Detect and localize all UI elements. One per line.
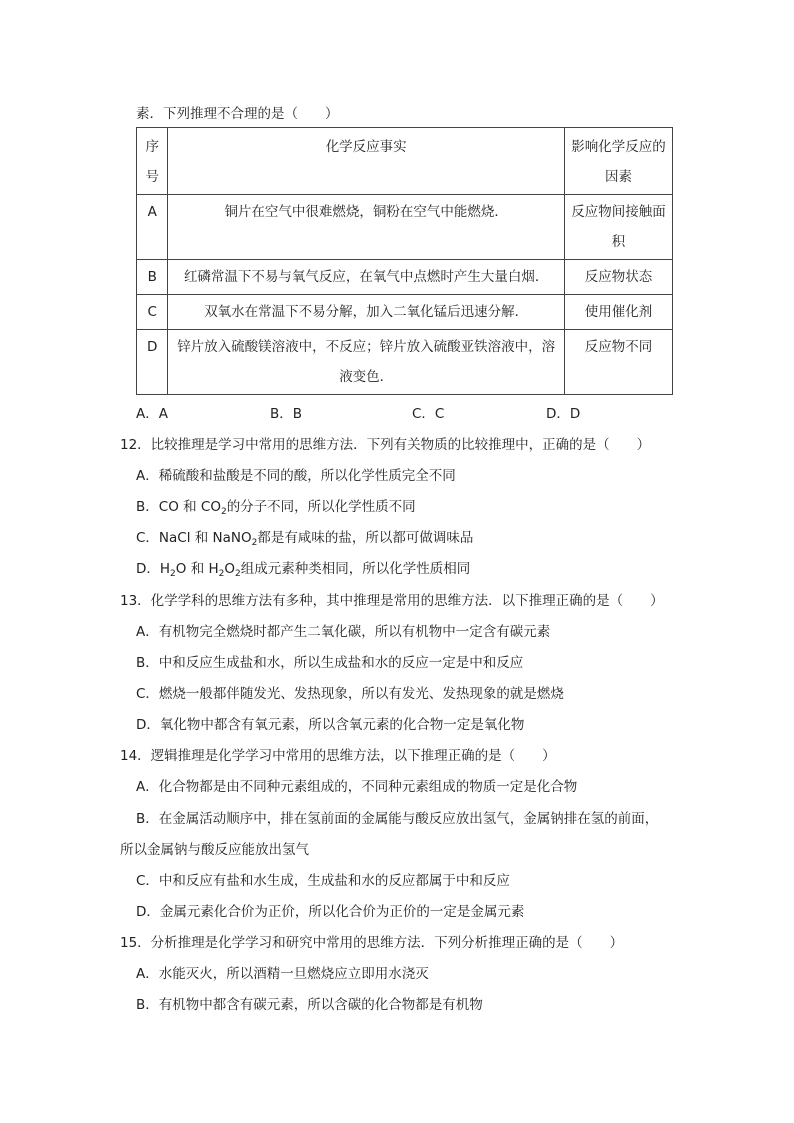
table-row xyxy=(137,195,673,260)
reaction-facts-table xyxy=(136,127,673,395)
question-14-option-a: A．化合物都是由不同种元素组成的，不同种元素组成的物质一定是化合物 xyxy=(136,779,578,795)
question-15-stem: 15．分析推理是化学学习和研究中常用的思维方法．下列分析推理正确的是（ ） xyxy=(120,935,624,951)
table-row xyxy=(137,295,673,330)
question-12-option-a: A．稀硫酸和盐酸是不同的酸，所以化学性质完全不同 xyxy=(136,468,456,484)
question-15-option-a: A．水能灭火，所以酒精一旦燃烧应立即用水浇灭 xyxy=(136,966,429,982)
question-14-stem: 14．逻辑推理是化学学习中常用的思维方法，以下推理正确的是（ ） xyxy=(120,748,556,764)
row-id: C xyxy=(137,295,168,330)
question-14-option-d: D．金属元素化合价为正价，所以化合价为正价的一定是金属元素 xyxy=(136,904,525,920)
row-fact: 双氧水在常温下不易分解，加入二氧化锰后迅速分解． xyxy=(168,295,564,330)
table-header-row xyxy=(137,128,673,195)
row-factor: 反应物间接触面积 xyxy=(564,195,672,260)
question-13-option-d: D．氧化物中都含有氧元素，所以含氧元素的化合物一定是氧化物 xyxy=(136,717,525,733)
row-factor: 反应物状态 xyxy=(564,260,672,295)
option-b: B．B xyxy=(270,406,303,422)
question-12-stem: 12．比较推理是学习中常用的思维方法．下列有关物质的比较推理中，正确的是（ ） xyxy=(120,437,651,453)
row-fact: 锌片放入硫酸镁溶液中，不反应；锌片放入硫酸亚铁溶液中，溶液变色． xyxy=(168,330,564,395)
question-15-option-b: B．有机物中都含有碳元素，所以含碳的化合物都是有机物 xyxy=(136,997,483,1013)
question-13-stem: 13．化学学科的思维方法有多种，其中推理是常用的思维方法．以下推理正确的是（ ） xyxy=(120,593,664,609)
option-a: A．A xyxy=(136,406,168,422)
header-fact: 化学反应事实 xyxy=(168,128,564,195)
row-factor: 反应物不同 xyxy=(564,330,672,395)
question-14-option-c: C．中和反应有盐和水生成，生成盐和水的反应都属于中和反应 xyxy=(136,873,510,889)
header-number: 序号 xyxy=(137,128,168,195)
question-13-option-c: C．燃烧一般都伴随发光、发热现象，所以有发光、发热现象的就是燃烧 xyxy=(136,686,564,702)
question-13-option-b: B．中和反应生成盐和水，所以生成盐和水的反应一定是中和反应 xyxy=(136,655,524,671)
question-14-option-b-line1: B．在金属活动顺序中，排在氢前面的金属能与酸反应放出氢气，金属钠排在氢的前面， xyxy=(136,811,659,827)
row-factor: 使用催化剂 xyxy=(564,295,672,330)
question-12-option-c: C．NaCl 和 NaNO$_2$都是有咸味的盐，所以都可做调味品 xyxy=(136,530,474,548)
question-12-option-d: D．$H_2O$ 和 $H_2O_2$组成元素种类相同，所以化学性质相同 xyxy=(136,561,471,579)
header-factor: 影响化学反应的因素 xyxy=(564,128,672,195)
question-12-option-b: B．CO 和 $CO_2$的分子不同，所以化学性质不同 xyxy=(136,499,416,517)
row-fact: 铜片在空气中很难燃烧，铜粉在空气中能燃烧． xyxy=(168,195,564,260)
row-id: A xyxy=(137,195,168,260)
option-c: C．C xyxy=(412,406,445,422)
row-fact: 红磷常温下不易与氧气反应，在氧气中点燃时产生大量白烟． xyxy=(168,260,564,295)
row-id: D xyxy=(137,330,168,395)
question-11-stem-tail: 素．下列推理不合理的是（ ） xyxy=(136,106,339,122)
row-id: B xyxy=(137,260,168,295)
table-row xyxy=(137,260,673,295)
question-13-option-a: A．有机物完全燃烧时都产生二氧化碳，所以有机物中一定含有碳元素 xyxy=(136,624,551,640)
table-row xyxy=(137,330,673,395)
option-d: D．D xyxy=(546,406,581,422)
question-14-option-b-line2: 所以金属钠与酸反应能放出氢气 xyxy=(120,842,309,858)
